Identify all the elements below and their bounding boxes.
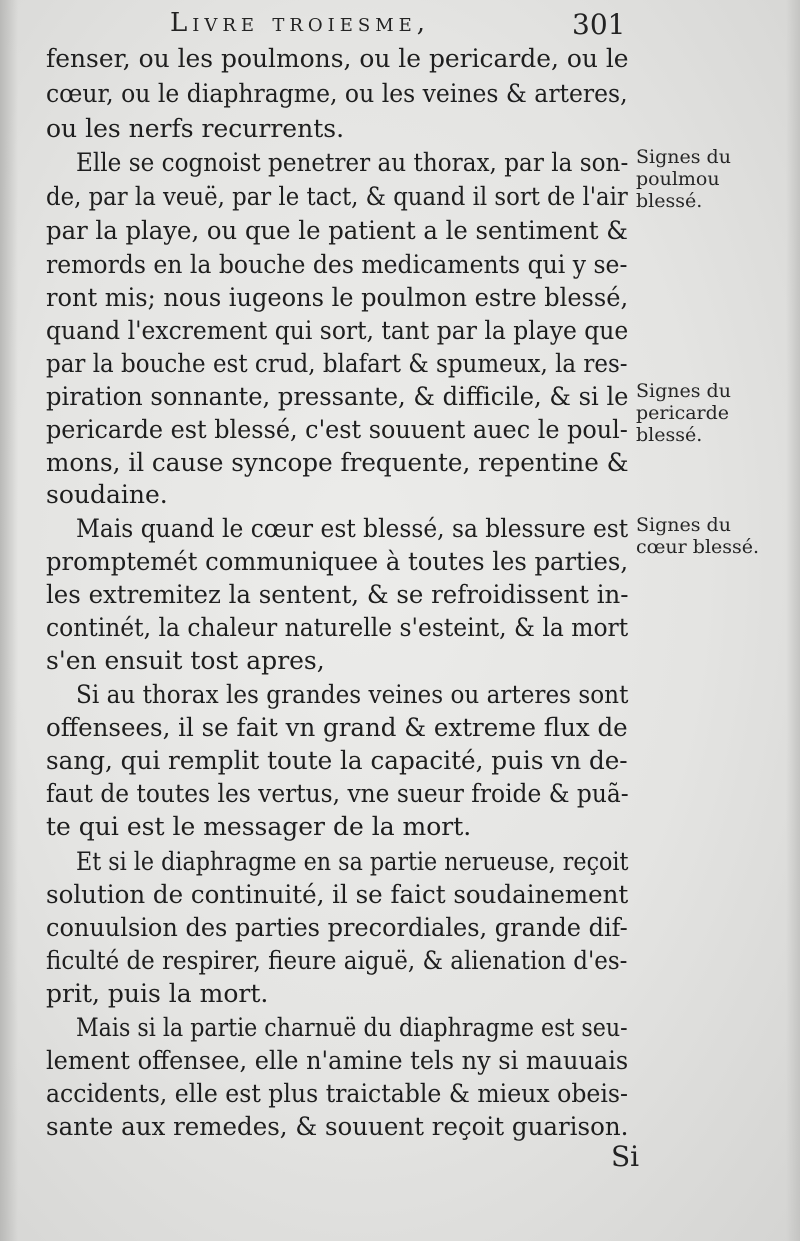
paragraph-start-line: Si au thorax les grandes veines ou arteres sont <box>76 680 629 709</box>
text-line: ou les nerfs recurrents. <box>46 114 345 143</box>
paragraph-start-line: Mais si la partie charnuë du diaphragme est seu- <box>76 1013 628 1042</box>
text-line: par la bouche est crud, blafart & spumeux, la res- <box>46 349 628 378</box>
margin-note-line: Signes du <box>636 380 731 402</box>
text-line: lement offensee, elle n'amine tels ny si mauuais <box>46 1046 629 1075</box>
margin-note-poulmon <box>636 146 786 212</box>
margin-note-line: Signes du <box>636 514 731 536</box>
text-line: sang, qui remplit toute la capacité, puis vn de- <box>46 746 628 775</box>
margin-note-line: cœur blessé. <box>636 536 760 558</box>
text-line: par la playe, ou que le patient a le sentiment & <box>46 216 628 245</box>
text-line: piration sonnante, pressante, & difficile, & si le <box>46 382 629 411</box>
text-line: faut de toutes les vertus, vne sueur froide & puã- <box>46 779 629 808</box>
paragraph-start-line: Elle se cognoist penetrer au thorax, par la son- <box>76 148 629 177</box>
text-line: les extremitez la sentent, & se refroidissent in- <box>46 580 629 609</box>
text-line: accidents, elle est plus traictable & mieux obeis- <box>46 1079 628 1108</box>
text-line: continét, la chaleur naturelle s'esteint, & la mort <box>46 613 629 642</box>
margin-note-line: blessé. <box>636 424 703 446</box>
paragraph-start-line: Et si le diaphragme en sa partie nerueuse, reçoit <box>76 847 629 876</box>
text-line: de, par la veuë, par le tact, & quand il sort de l'air <box>46 182 628 211</box>
text-line: quand l'excrement qui sort, tant par la playe que <box>46 316 629 345</box>
text-line: s'en ensuit tost apres, <box>46 646 325 675</box>
text-line: ficulté de respirer, fieure aiguë, & alienation d'es- <box>46 946 628 975</box>
margin-note-line: poulmou <box>636 168 720 190</box>
text-line: soudaine. <box>46 480 168 509</box>
running-head: Livre troiesme, <box>170 8 431 38</box>
text-line: promptemét communiquee à toutes les parties, <box>46 547 629 576</box>
text-line: offensees, il se fait vn grand & extreme flux de <box>46 713 628 742</box>
margin-note-line: Signes du <box>636 146 731 168</box>
margin-note-line: pericarde <box>636 402 730 424</box>
text-line: ront mis; nous iugeons le poulmon estre blessé, <box>46 283 629 312</box>
page-number: 301 <box>572 8 626 41</box>
text-line: te qui est le messager de la mort. <box>46 812 472 841</box>
margin-note-coeur <box>636 514 786 558</box>
paragraph-start-line: Mais quand le cœur est blessé, sa blessure est <box>76 514 629 543</box>
text-line: mons, il cause syncope frequente, repentine & <box>46 448 629 477</box>
text-line: pericarde est blessé, c'est souuent auec le poul- <box>46 415 628 444</box>
text-line: conuulsion des parties precordiales, grande dif- <box>46 913 628 942</box>
text-line: prit, puis la mort. <box>46 979 269 1008</box>
text-line: remords en la bouche des medicaments qui y se- <box>46 250 628 279</box>
margin-note-line: blessé. <box>636 190 703 212</box>
margin-note-pericarde <box>636 380 786 446</box>
text-line: solution de continuité, il se faict soudainement <box>46 880 629 909</box>
catchword: Si <box>611 1140 640 1173</box>
text-line: sante aux remedes, & souuent reçoit guarison. <box>46 1112 629 1141</box>
text-line: cœur, ou le diaphragme, ou les veines & arteres, <box>46 79 628 108</box>
text-line: fenser, ou les poulmons, ou le pericarde, ou le <box>46 44 629 73</box>
